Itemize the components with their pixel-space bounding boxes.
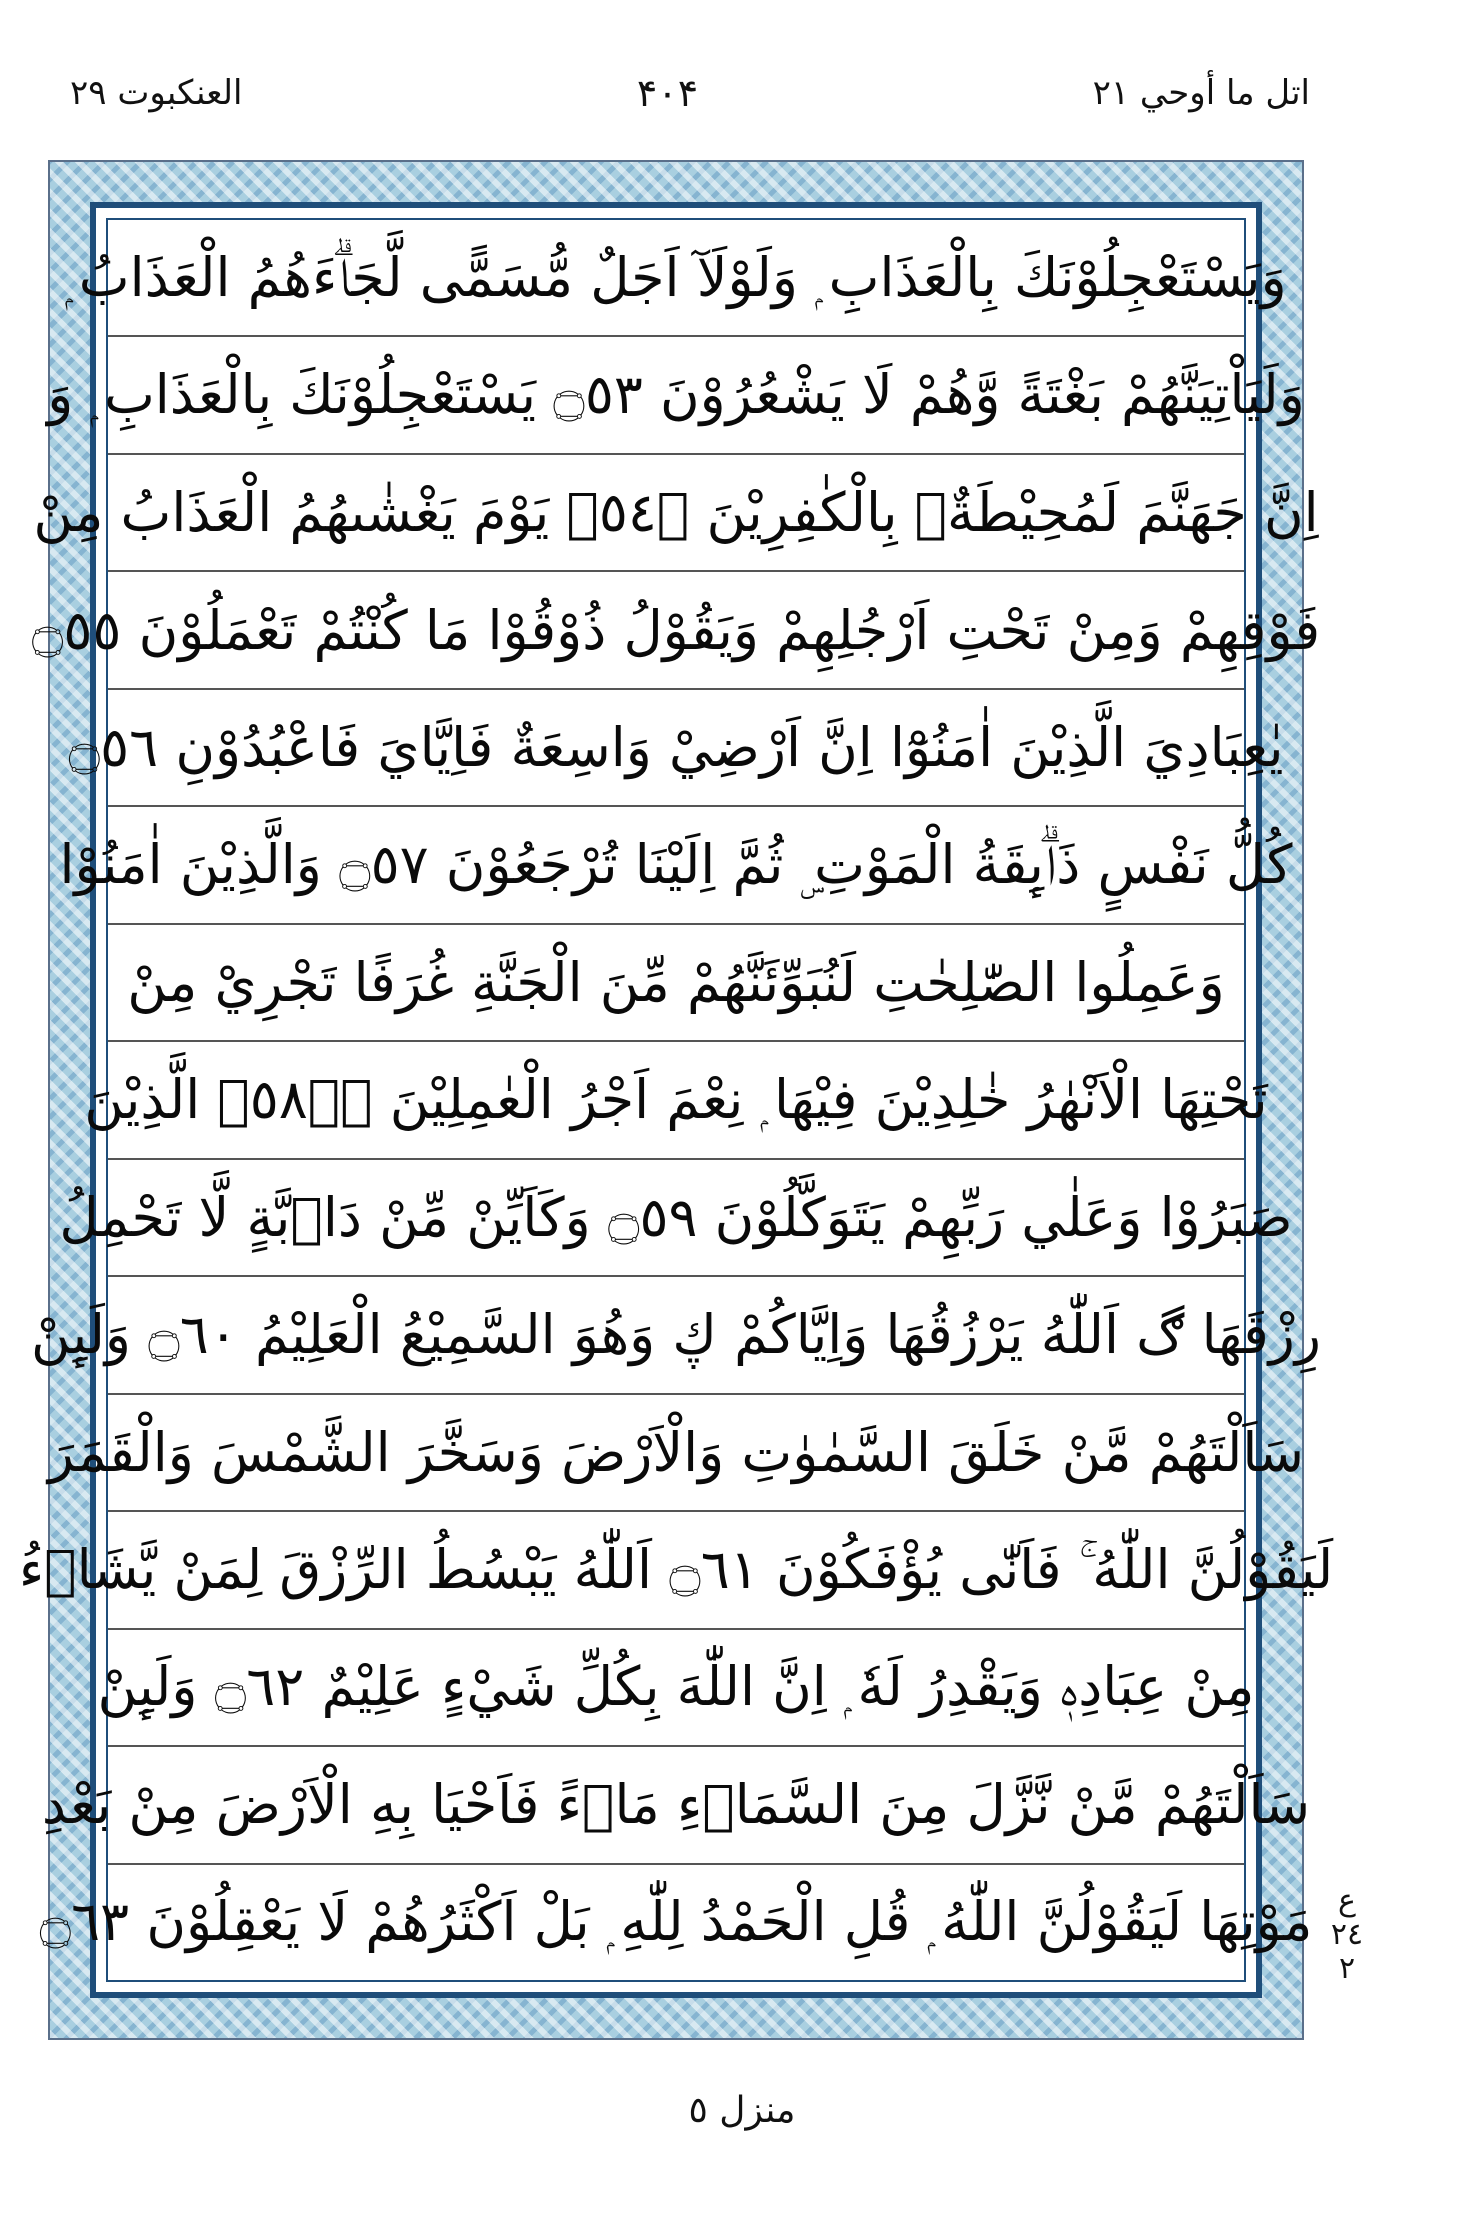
surah-name: العنکبوت ٢٩ (70, 73, 243, 113)
verse-line: سَاَلْتَهُمْ مَّنْ نَّزَّلَ مِنَ السَّمَاۗءِ مَاۗءً فَاَحْيَا بِهِ الْاَرْضَ مِنْ بَعْدِ (108, 1747, 1244, 1864)
ruku-number: ٢ (1338, 1951, 1356, 1986)
page-header (70, 58, 1310, 128)
verse-line: لَيَقُوْلُنَّ اللّٰهُ ۚ فَاَنّٰى يُؤْفَكُوْنَ ۝٦١ اَللّٰهُ يَبْسُطُ الرِّزْقَ لِمَنْ يَّشَاۗءُ (108, 1512, 1244, 1629)
verse-line: وَيَسْتَعْجِلُوْنَكَ بِالْعَذَابِ ۭ وَلَوْلَآ اَجَلٌ مُّسَمًّى لَّجَاۗءَهُمُ الْعَذَابُ ۭ (108, 220, 1244, 337)
verse-line: وَعَمِلُوا الصّٰلِحٰتِ لَنُبَوِّئَنَّهُمْ مِّنَ الْجَنَّةِ غُرَفًا تَجْرِيْ مِنْ (108, 925, 1244, 1042)
verse-line: مِنْ عِبَادِهٖ وَيَقْدِرُ لَهٗ ۭ اِنَّ اللّٰهَ بِكُلِّ شَيْءٍ عَلِيْمٌ ۝٦٢ وَلَىِٕنْ (108, 1630, 1244, 1747)
page-number: ۴۰۴ (636, 71, 699, 115)
verse-line: اِنَّ جَهَنَّمَ لَمُحِيْطَةٌۢ بِالْكٰفِرِيْنَ ۝٥٤ۙ يَوْمَ يَغْشٰىهُمُ الْعَذَابُ مِنْ (108, 455, 1244, 572)
verse-line: كُلُّ نَفْسٍ ذَاۗىِٕقَةُ الْمَوْتِ ۣ ثُمَّ اِلَيْنَا تُرْجَعُوْنَ ۝٥٧ وَالَّذِيْنَ اٰمَنُوْا (108, 807, 1244, 924)
verse-line: سَاَلْتَهُمْ مَّنْ خَلَقَ السَّمٰوٰتِ وَالْاَرْضَ وَسَخَّرَ الشَّمْسَ وَالْقَمَرَ (108, 1395, 1244, 1512)
ornamental-frame (18, 160, 1334, 2040)
verse-line: تَحْتِهَا الْاَنْهٰرُ خٰلِدِيْنَ فِيْهَا ۭ نِعْمَ اَجْرُ الْعٰمِلِيْنَ ۝٥٨ۤۖ الَّذِيْنَ (108, 1042, 1244, 1159)
frame-inner-border (18, 202, 1334, 1998)
ruku-count: ٢٤ (1330, 1917, 1364, 1952)
ruku-marker (1322, 1880, 1372, 1990)
verse-line: يٰعِبَادِيَ الَّذِيْنَ اٰمَنُوْٓا اِنَّ اَرْضِيْ وَاسِعَةٌ فَاِيَّايَ فَاعْبُدُوْنِ ۝٥٦ (108, 690, 1244, 807)
verse-line: رِزْقَهَا ڰ اَللّٰهُ يَرْزُقُهَا وَاِيَّاكُمْ ڮ وَهُوَ السَّمِيْعُ الْعَلِيْمُ ۝٦٠ وَلَىِٕنْ (108, 1277, 1244, 1394)
verse-text-area (18, 218, 1334, 1982)
verse-line: صَبَرُوْا وَعَلٰي رَبِّهِمْ يَتَوَكَّلُوْنَ ۝٥٩ وَكَاَيِّنْ مِّنْ دَاۗبَّةٍ لَّا تَحْمِلُ (108, 1160, 1244, 1277)
verse-line: وَلَيَاْتِيَنَّهُمْ بَغْتَةً وَّهُمْ لَا يَشْعُرُوْنَ ۝٥٣ يَسْتَعْجِلُوْنَكَ بِالْعَذَابِ ۭ وَ (108, 337, 1244, 454)
manzil-footer: منزل ٥ (688, 2090, 796, 2131)
verse-line: فَوْقِهِمْ وَمِنْ تَحْتِ اَرْجُلِهِمْ وَيَقُوْلُ ذُوْقُوْا مَا كُنْتُمْ تَعْمَلُوْنَ ۝٥٥ (108, 572, 1244, 689)
ruku-letter: ع (1338, 1883, 1356, 1918)
verse-line: مَوْتِهَا لَيَقُوْلُنَّ اللّٰهُ ۭ قُلِ الْحَمْدُ لِلّٰهِ ۭ بَلْ اَكْثَرُهُمْ لَا يَعْقِلُوْنَ ۝٦٣ (39, 1890, 1313, 1954)
juz-name: اتل ما أوحي ٢١ (1092, 73, 1310, 113)
